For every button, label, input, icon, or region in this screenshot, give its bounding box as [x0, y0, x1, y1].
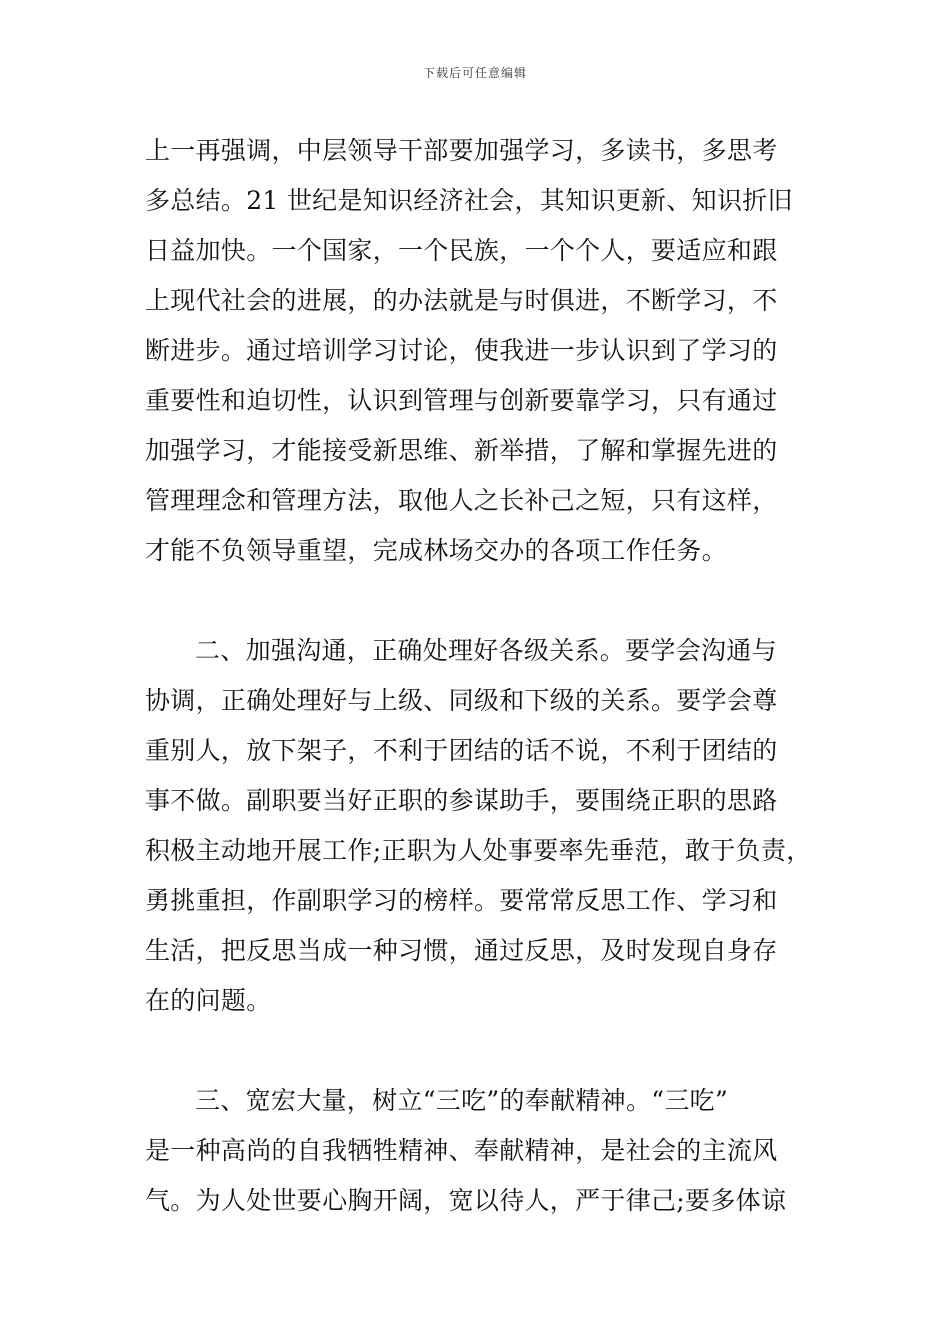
text-line: 多总结。21 世纪是知识经济社会，其知识更新、知识折旧 [145, 186, 793, 215]
page-header: 下载后可任意编辑 [422, 66, 527, 80]
text-line: 事不做。副职要当好正职的参谋助手，要围绕正职的思路 [145, 786, 778, 815]
text-line: 积极主动地开展工作;正职为人处事要率先垂范，敢于负责， [145, 836, 812, 865]
paragraph-3 [145, 1076, 805, 1226]
text-line: 是一种高尚的自我牺牲精神、奉献精神，是社会的主流风 [145, 1136, 778, 1165]
text-line: 生活，把反思当成一种习惯，通过反思，及时发现自身存 [145, 936, 778, 965]
text-line: 气。为人处世要心胸开阔，宽以待人，严于律己;要多体谅 [145, 1186, 787, 1215]
text-line: 二、加强沟通，正确处理好各级关系。要学会沟通与 [195, 636, 777, 665]
paragraph-spacer [145, 1026, 805, 1076]
text-line: 重要性和迫切性，认识到管理与创新要靠学习，只有通过 [145, 386, 778, 415]
text-line: 勇挑重担，作副职学习的榜样。要常常反思工作、学习和 [145, 886, 778, 915]
text-line: 日益加快。一个国家，一个民族，一个个人，要适应和跟 [145, 236, 778, 265]
text-line: 重别人，放下架子，不利于团结的话不说，不利于团结的 [145, 736, 778, 765]
paragraph-1 [145, 126, 805, 576]
text-line: 三、宽宏大量，树立“三吃”的奉献精神。“三吃” [195, 1086, 729, 1115]
text-line: 加强学习，才能接受新思维、新举措，了解和掌握先进的 [145, 436, 778, 465]
text-line: 上一再强调，中层领导干部要加强学习，多读书，多思考 [145, 136, 778, 165]
document-body [145, 126, 812, 1226]
text-line: 上现代社会的进展，的办法就是与时俱进，不断学习，不 [145, 286, 778, 315]
text-line: 协调，正确处理好与上级、同级和下级的关系。要学会尊 [145, 686, 778, 715]
paragraph-spacer [145, 576, 805, 626]
paragraph-2 [145, 626, 812, 1026]
text-line: 断进步。通过培训学习讨论，使我进一步认识到了学习的 [145, 336, 778, 365]
text-line: 在的问题。 [145, 986, 272, 1015]
text-line: 才能不负领导重望，完成林场交办的各项工作任务。 [145, 536, 727, 565]
text-line: 管理理念和管理方法，取他人之长补己之短，只有这样， [145, 486, 778, 515]
